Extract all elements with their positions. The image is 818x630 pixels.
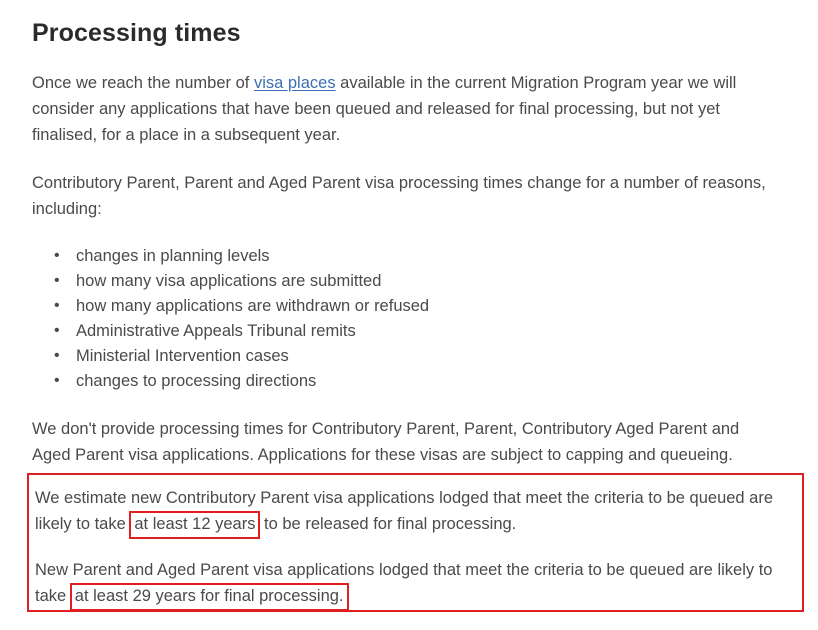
list-item: • how many applications are withdrawn or refused	[54, 294, 778, 319]
reasons-lead-paragraph: Contributory Parent, Parent and Aged Parent visa processing times change for a number of reasons, including:	[32, 174, 766, 218]
intro-text-before-link: Once we reach the number of	[32, 74, 254, 92]
contributory-estimate-emphasis: at least 12 years	[129, 511, 260, 539]
parent-estimate-text-before: New Parent and Aged Parent visa applications lodged that meet the criteria to be queued are likely to take	[35, 561, 773, 605]
list-item: • changes to processing directions	[54, 369, 778, 394]
parent-estimate-paragraph	[35, 557, 780, 611]
page-title: Processing times	[32, 19, 241, 47]
list-item: • how many visa applications are submitted	[54, 269, 778, 294]
contributory-estimate-paragraph	[35, 485, 780, 539]
intro-paragraph	[32, 70, 777, 148]
intro-text-after-link: available in the current Migration Program year we will consider any applications that have been queued and released for final processing, but not yet finalised, for a place in a subsequent year.	[32, 74, 737, 144]
capping-paragraph: We don't provide processing times for Contributory Parent, Parent, Contributory Aged Parent and Aged Parent visa applications. Applications for these visas are subject to capping and queueing.	[32, 420, 740, 464]
contributory-estimate-text-before: We estimate new Contributory Parent visa applications lodged that meet the criteria to be queued are likely to take	[35, 489, 774, 533]
visa-places-link[interactable]: visa places	[253, 74, 336, 92]
list-item: • changes in planning levels	[54, 244, 778, 269]
contributory-estimate-text-after: to be released for final processing.	[259, 515, 517, 533]
list-item: • Administrative Appeals Tribunal remits	[54, 319, 778, 344]
list-item: • Ministerial Intervention cases	[54, 344, 778, 369]
reasons-list	[32, 244, 778, 394]
highlighted-estimates-box	[27, 473, 804, 612]
parent-estimate-emphasis: at least 29 years for final processing.	[70, 583, 349, 611]
